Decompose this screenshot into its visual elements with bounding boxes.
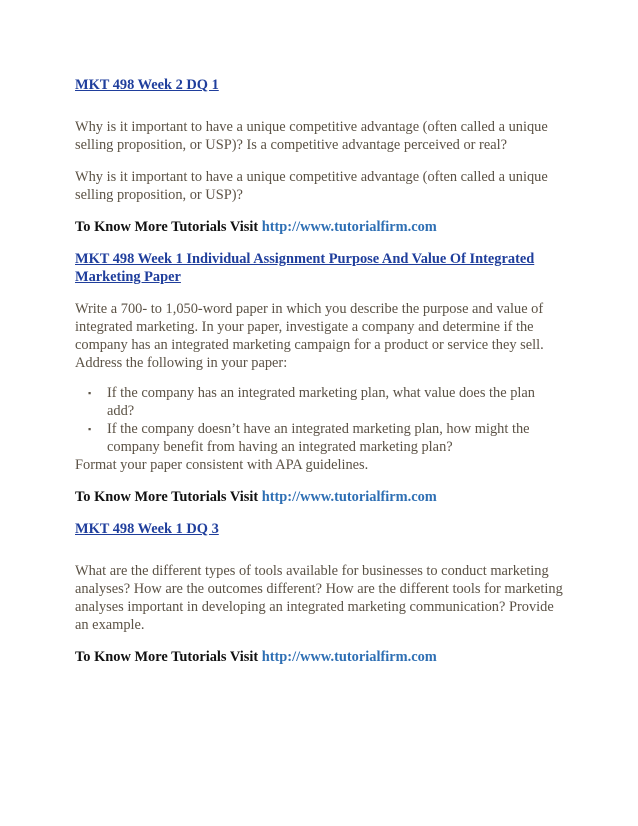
- heading-week1-individual-assignment[interactable]: MKT 498 Week 1 Individual Assignment Purpose And Value Of Integrated Marketing Paper: [75, 251, 535, 285]
- tutorialfirm-link[interactable]: http://www.tutorialfirm.com: [261, 649, 437, 665]
- paragraph-marketing-tools-question: What are the different types of tools available for businesses to conduct marketing analyses? How are the outcomes different? How are the different tools for marketing analyses important in developing an integrated marketing communication? Provide an example.: [75, 563, 563, 633]
- bullet-text: If the company doesn’t have an integrated marketing plan, how might the company benefit from having an integrated marketing plan?: [107, 421, 530, 455]
- square-bullet-icon: ▪: [88, 424, 92, 434]
- more-tutorials-label: To Know More Tutorials Visit: [75, 219, 262, 235]
- more-tutorials-label: To Know More Tutorials Visit: [75, 649, 262, 665]
- list-item: [75, 384, 565, 420]
- more-tutorials-line: [75, 648, 565, 666]
- paragraph-apa-format: Format your paper consistent with APA guidelines.: [75, 457, 369, 473]
- tutorialfirm-link[interactable]: http://www.tutorialfirm.com: [261, 489, 437, 505]
- paragraph-assignment-instructions: Write a 700- to 1,050-word paper in which you describe the purpose and value of integrated marketing. In your paper, investigate a company and determine if the company has an integrated marketing campaign for a product or service they sell. Address the following in your paper:: [75, 301, 544, 371]
- document-content: [75, 76, 565, 666]
- tutorialfirm-link[interactable]: http://www.tutorialfirm.com: [261, 219, 437, 235]
- heading-week2-dq1[interactable]: MKT 498 Week 2 DQ 1: [75, 77, 219, 93]
- more-tutorials-label: To Know More Tutorials Visit: [75, 489, 262, 505]
- heading-week1-dq3[interactable]: MKT 498 Week 1 DQ 3: [75, 521, 219, 537]
- paragraph-usp-question-short: Why is it important to have a unique competitive advantage (often called a unique selling proposition, or USP)?: [75, 169, 548, 203]
- list-item: [75, 420, 565, 456]
- more-tutorials-line: [75, 218, 565, 236]
- assignment-bullet-list: [75, 384, 565, 456]
- bullet-text: If the company has an integrated marketing plan, what value does the plan add?: [107, 385, 535, 419]
- paragraph-usp-question: Why is it important to have a unique competitive advantage (often called a unique selling proposition, or USP)? Is a competitive advantage perceived or real?: [75, 119, 548, 153]
- square-bullet-icon: ▪: [88, 388, 92, 398]
- more-tutorials-line: [75, 488, 565, 506]
